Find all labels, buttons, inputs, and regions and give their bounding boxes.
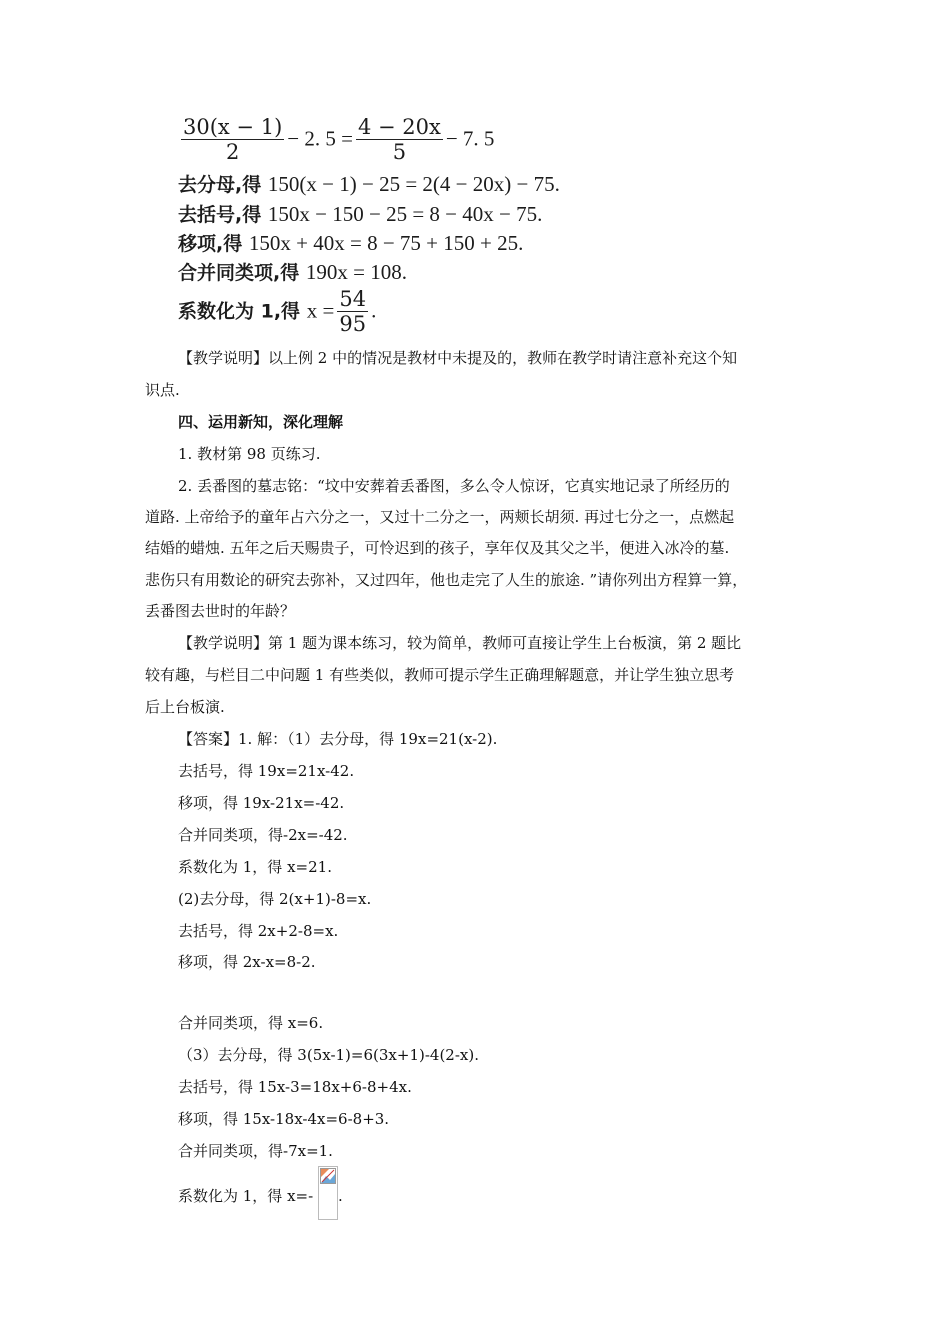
answer-line: 合并同类项，得 x=6. — [178, 1014, 324, 1032]
broken-image-icon — [320, 1168, 336, 1184]
step-label: 系数化为 1,得 — [178, 300, 301, 323]
teaching-note-2-line-3: 后上台板演. — [145, 698, 225, 716]
step-expression: 150(x − 1) − 25 = 2(4 − 20x) − 75. — [267, 172, 560, 196]
exercise-item-2-line-5: 丢番图去世时的年龄？ — [145, 602, 296, 620]
fraction-2-numerator: 4 − 20x — [357, 115, 441, 139]
exercise-item-2-line-4: 悲伤只有用数论的研究去弥补，又过四年，他也走完了人生的旅途. ”请你列出方程算一算， — [145, 571, 748, 589]
step-lhs: x = — [306, 298, 335, 323]
equation-middle: − 2. 5 = — [287, 126, 353, 151]
teaching-note-2-line-2: 较有趣，与栏目二中问题 1 有些类似，教师可提示学生正确理解题意，并让学生独立思考 — [145, 666, 735, 684]
equation-line-4 — [178, 229, 523, 256]
broken-image-placeholder — [318, 1166, 338, 1220]
equation-line-2 — [178, 170, 560, 197]
answer-line: 去括号，得 15x-3=18x+6-8+4x. — [178, 1078, 412, 1096]
exercise-item-1: 1. 教材第 98 页练习. — [178, 445, 321, 463]
answer-line: 移项，得 15x-18x-4x=6-8+3. — [178, 1110, 390, 1128]
answer-line: 移项，得 2x-x=8-2. — [178, 953, 316, 971]
equation-line-3 — [178, 200, 542, 227]
exercise-item-2-line-1: 2. 丢番图的墓志铭：“坟中安葬着丢番图，多么令人惊讶，它真实地记录了所经历的 — [178, 477, 730, 495]
step-expression: 150x − 150 − 25 = 8 − 40x − 75. — [267, 202, 543, 226]
answer-line-final-end: . — [338, 1187, 343, 1205]
answer-line: 【答案】1. 解：（1）去分母，得 19x=21(x-2). — [178, 730, 498, 748]
exercise-item-2-line-3: 结婚的蜡烛. 五年之后天赐贵子，可怜迟到的孩子，享年仅及其父之半，便进入冰冷的墓. — [145, 539, 730, 557]
fraction-1-numerator: 30(x − 1) — [183, 115, 283, 139]
fraction-1 — [181, 116, 284, 164]
fraction-3-denominator: 95 — [339, 312, 367, 336]
step-expression: 150x + 40x = 8 − 75 + 150 + 25. — [248, 231, 524, 255]
step-label: 去分母,得 — [178, 174, 262, 196]
fraction-3-numerator: 54 — [339, 287, 367, 311]
equation-line-6 — [178, 288, 376, 336]
answer-line: 合并同类项，得-2x=-42. — [178, 826, 348, 844]
equation-tail: − 7. 5 — [445, 126, 495, 151]
section-heading: 四、运用新知，深化理解 — [178, 413, 344, 431]
answer-line: 合并同类项，得-7x=1. — [178, 1142, 333, 1160]
answer-line-final: 系数化为 1，得 x=- — [178, 1187, 314, 1205]
answer-line: 移项，得 19x-21x=-42. — [178, 794, 345, 812]
equation-line-5 — [178, 258, 407, 285]
step-label: 去括号,得 — [178, 204, 262, 226]
equation-line-1 — [178, 116, 494, 164]
answer-line: （3）去分母，得 3(5x-1)=6(3x+1)-4(2-x). — [178, 1046, 479, 1064]
step-label: 合并同类项,得 — [178, 262, 300, 284]
teaching-note-1-line-1: 【教学说明】以上例 2 中的情况是教材中未提及的，教师在教学时请注意补充这个知 — [178, 349, 738, 367]
step-end: . — [371, 298, 377, 323]
fraction-1-denominator: 2 — [225, 140, 240, 164]
step-expression: 190x = 108. — [305, 260, 407, 284]
answer-line: 系数化为 1，得 x=21. — [178, 858, 332, 876]
answer-line: (2)去分母，得 2(x+1)-8=x. — [178, 890, 372, 908]
fraction-2 — [356, 116, 443, 164]
fraction-2-denominator: 5 — [392, 140, 407, 164]
answer-line: 去括号，得 2x+2-8=x. — [178, 922, 339, 940]
answer-line: 去括号，得 19x=21x-42. — [178, 762, 355, 780]
fraction-3 — [337, 288, 368, 336]
exercise-item-2-line-2: 道路. 上帝给予的童年占六分之一，又过十二分之一，两颊长胡须. 再过七分之一，点燃起 — [145, 508, 735, 526]
teaching-note-1-line-2: 识点. — [145, 381, 180, 399]
teaching-note-2-line-1: 【教学说明】第 1 题为课本练习，较为简单，教师可直接让学生上台板演，第 2 题比 — [178, 634, 742, 652]
step-label: 移项,得 — [178, 233, 243, 255]
